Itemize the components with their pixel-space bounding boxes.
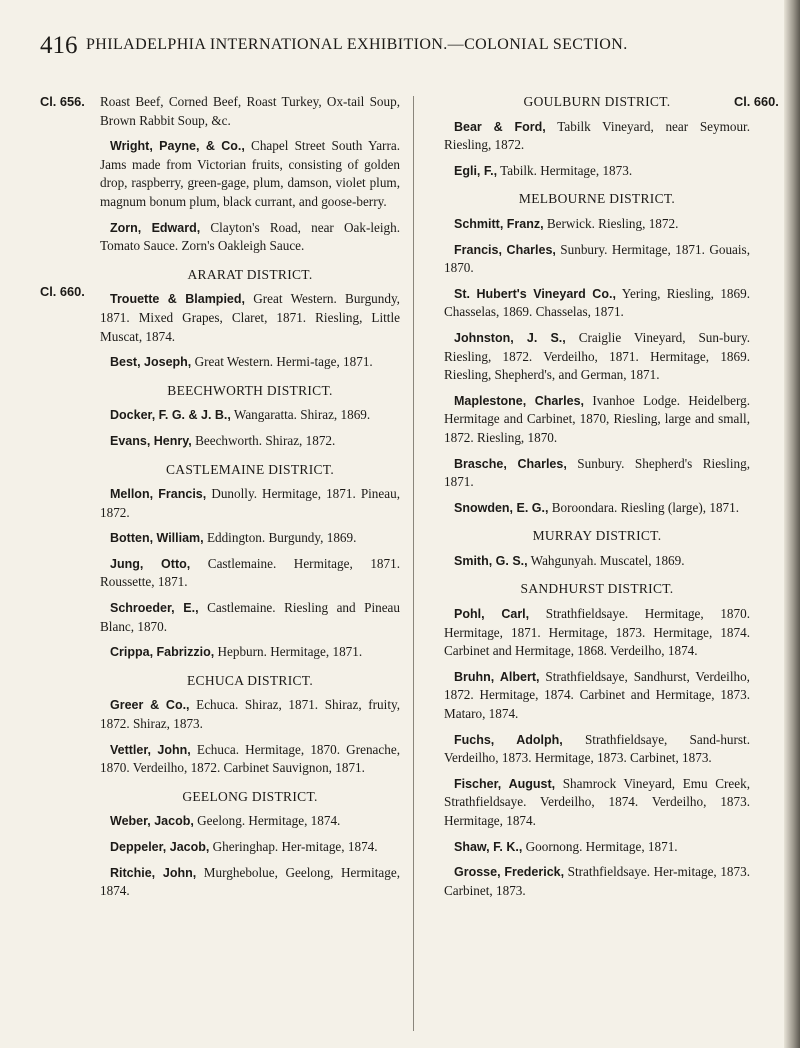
running-head: PHILADELPHIA INTERNATIONAL EXHIBITION.—COLONIAL SECTION. bbox=[86, 36, 628, 53]
exhibitor-details: Beechworth. Shiraz, 1872. bbox=[191, 432, 336, 448]
district-heading: ECHUCA DISTRICT. bbox=[186, 672, 314, 688]
right-districts bbox=[444, 93, 750, 900]
exhibitor-entry bbox=[444, 775, 750, 831]
exhibitor-details: Ivanhoe Lodge. Heidelberg. Hermitage and Carbinet, 1870, Riesling, large and small, 1872. Riesling, 1870. bbox=[444, 392, 750, 445]
exhibitor-entry bbox=[100, 219, 400, 256]
exhibitor-name: Grosse, Frederick, bbox=[454, 865, 565, 880]
exhibitor-name: Schroeder, E., bbox=[110, 601, 199, 616]
exhibitor-name: St. Hubert's Vineyard Co., bbox=[454, 286, 616, 301]
exhibitor-name: Schmitt, Franz, bbox=[454, 216, 544, 231]
exhibitor-details: Craiglie Vineyard, Sun-bury. Riesling, 1872. Verdeilho, 1871. Hermitage, 1869. Riesling, Shepherd's, and German, 1871. bbox=[444, 329, 750, 383]
exhibitor-details: Berwick. Riesling, 1872. bbox=[543, 215, 679, 231]
exhibitor-details: Strathfieldsaye. Hermitage, 1870. Hermitage, 1871. Hermitage, 1873. Hermitage, 1874. Carbinet and Hermitage, 1868. Verdeilho, 1874. bbox=[444, 606, 750, 659]
exhibitor-name: Ritchie, John, bbox=[110, 865, 197, 880]
exhibitor-name: Crippa, Fabrizzio, bbox=[110, 645, 215, 660]
exhibitor-details: Goornong. Hermitage, 1871. bbox=[522, 838, 678, 854]
exhibitor-name: Best, Joseph, bbox=[110, 355, 192, 370]
class-label-660-left: Cl. 660. bbox=[40, 284, 85, 299]
district-heading: SANDHURST DISTRICT. bbox=[520, 581, 674, 597]
exhibitor-details: Echuca. Hermitage, 1870. Grenache, 1870. Verdeilho, 1872. Carbinet Sauvignon, 1871. bbox=[100, 741, 400, 776]
exhibitor-name: Evans, Henry, bbox=[110, 433, 192, 448]
exhibitor-entry bbox=[444, 392, 750, 448]
exhibitor-name: Egli, F., bbox=[454, 163, 498, 178]
page-edge-shadow bbox=[784, 0, 800, 1048]
exhibitor-details: Dunolly. Hermitage, 1871. Pineau, 1872. bbox=[100, 486, 401, 520]
district-heading: CASTLEMAINE DISTRICT. bbox=[165, 461, 335, 477]
exhibitor-name: Bear & Ford, bbox=[454, 119, 546, 134]
exhibitor-entry bbox=[100, 838, 400, 857]
exhibitor-name: Jung, Otto, bbox=[110, 556, 191, 571]
exhibitor-name: Fischer, August, bbox=[454, 776, 556, 791]
exhibitor-entry bbox=[444, 863, 750, 900]
exhibitor-entry bbox=[100, 432, 400, 451]
class-label-660-right: Cl. 660. bbox=[734, 94, 779, 109]
exhibitor-name: Johnston, J. S., bbox=[454, 330, 566, 345]
exhibitor-details: Strathfieldsaye. Her-mitage, 1873. Carbinet, 1873. bbox=[444, 864, 750, 898]
exhibitor-name: Fuchs, Adolph, bbox=[454, 732, 563, 747]
left-districts bbox=[100, 266, 400, 901]
exhibitor-entry bbox=[444, 329, 750, 385]
exhibitor-details: Great Western. Burgundy, 1871. Mixed Grapes, Claret, 1871. Riesling, Little Muscat, 1874. bbox=[100, 291, 400, 344]
district-heading: MURRAY DISTRICT. bbox=[532, 528, 662, 544]
exhibitor-entry bbox=[444, 285, 750, 322]
exhibitor-entry bbox=[100, 485, 400, 522]
exhibitor-name: Wright, Payne, & Co., bbox=[110, 139, 245, 154]
left-column bbox=[100, 93, 400, 908]
exhibitor-entry bbox=[444, 162, 750, 181]
page-number: 416 bbox=[40, 32, 78, 59]
exhibitor-entry bbox=[444, 499, 750, 518]
exhibitor-details: Tabilk Vineyard, near Seymour. Riesling, 1872. bbox=[444, 118, 751, 153]
exhibitor-name: Pohl, Carl, bbox=[454, 607, 530, 622]
exhibitor-entry bbox=[444, 118, 750, 155]
exhibitor-details: Castlemaine. Hermitage, 1871. Roussette, 1871. bbox=[100, 555, 400, 590]
exhibitor-entry bbox=[444, 605, 750, 661]
class-label-656: Cl. 656. bbox=[40, 94, 85, 109]
exhibitor-name: Maplestone, Charles, bbox=[454, 393, 585, 408]
exhibitor-details: Echuca. Shiraz, 1871. Shiraz, fruity, 1872. Shiraz, 1873. bbox=[100, 697, 401, 732]
exhibitor-entry bbox=[100, 529, 400, 548]
right-column bbox=[444, 93, 750, 907]
exhibitor-details: Geelong. Hermitage, 1874. bbox=[193, 813, 341, 829]
exhibitor-name: Smith, G. S., bbox=[454, 553, 528, 568]
exhibitor-name: Mellon, Francis, bbox=[110, 487, 207, 502]
exhibitor-details: Strathfieldsaye, Sandhurst, Verdeilho, 1872. Hermitage, 1874. Carbinet and Hermitage, 1873. Mataro, 1874. bbox=[444, 668, 750, 722]
exhibitor-name: Trouette & Blampied, bbox=[110, 292, 245, 307]
exhibitor-entry bbox=[100, 555, 400, 592]
exhibitor-details: Wahgunyah. Muscatel, 1869. bbox=[527, 552, 685, 568]
exhibitor-entry bbox=[444, 668, 750, 724]
exhibitor-entry bbox=[100, 643, 400, 662]
exhibitor-entry bbox=[444, 455, 750, 492]
column-divider bbox=[413, 96, 414, 1031]
exhibitor-entry bbox=[444, 215, 750, 234]
exhibitor-name: Vettler, John, bbox=[110, 742, 191, 757]
district-heading: ARARAT DISTRICT. bbox=[187, 266, 313, 282]
exhibitor-entry bbox=[100, 137, 400, 211]
exhibitor-entry bbox=[100, 353, 400, 372]
exhibitor-entry bbox=[444, 838, 750, 857]
district-heading: GEELONG DISTRICT. bbox=[182, 788, 318, 804]
exhibitor-details: Wangaratta. Shiraz, 1869. bbox=[230, 407, 371, 423]
exhibitor-entry bbox=[100, 864, 400, 901]
exhibitor-name: Greer & Co., bbox=[110, 698, 190, 713]
exhibitor-details: Sunbury. Shepherd's Riesling, 1871. bbox=[444, 455, 750, 490]
intro-entries bbox=[100, 137, 400, 256]
exhibitor-entry bbox=[444, 241, 750, 278]
intro-text: Roast Beef, Corned Beef, Roast Turkey, Ox-tail Soup, Brown Rabbit Soup, &c. bbox=[100, 94, 400, 128]
exhibitor-details: Clayton's Road, near Oak-leigh. Tomato Sauce. Zorn's Oakleigh Sauce. bbox=[100, 219, 401, 254]
exhibitor-details: Eddington. Burgundy, 1869. bbox=[203, 530, 357, 546]
exhibitor-details: Boroondara. Riesling (large), 1871. bbox=[548, 499, 740, 515]
exhibitor-details: Castlemaine. Riesling and Pineau Blanc, 1870. bbox=[100, 600, 401, 634]
exhibitor-details: Shamrock Vineyard, Emu Creek, Strathfieldsaye. Verdeilho, 1874. Verdeilho, 1873. Hermitage, 1874. bbox=[444, 775, 751, 828]
exhibitor-name: Shaw, F. K., bbox=[454, 839, 523, 854]
exhibitor-details: Strathfieldsaye, Sand-hurst. Verdeilho, 1873. Hermitage, 1873. Carbinet, 1873. bbox=[444, 731, 750, 766]
exhibitor-details: Gheringhap. Her-mitage, 1874. bbox=[209, 839, 378, 854]
exhibitor-details: Tabilk. Hermitage, 1873. bbox=[497, 162, 633, 178]
exhibitor-name: Weber, Jacob, bbox=[110, 814, 194, 829]
exhibitor-entry bbox=[100, 290, 400, 346]
exhibitor-details: Murghebolue, Geelong, Hermitage, 1874. bbox=[100, 864, 400, 899]
exhibitor-entry bbox=[100, 406, 400, 425]
exhibitor-name: Docker, F. G. & J. B., bbox=[110, 408, 231, 423]
exhibitor-entry bbox=[100, 741, 400, 778]
exhibitor-details: Hepburn. Hermitage, 1871. bbox=[214, 644, 363, 660]
exhibitor-name: Deppeler, Jacob, bbox=[110, 840, 210, 854]
exhibitor-details: Yering, Riesling, 1869. Chasselas, 1869. Chasselas, 1871. bbox=[444, 285, 750, 320]
intro-paragraph bbox=[100, 93, 400, 130]
district-heading: BEECHWORTH DISTRICT. bbox=[167, 382, 333, 398]
exhibitor-details: Chapel Street South Yarra. Jams made from Victorian fruits, consisting of golden drop, raspberry, green-gage, plum, damson, violet plum, magnum bonum plum, black currant, and goose-berry. bbox=[100, 138, 400, 209]
exhibitor-entry bbox=[100, 599, 400, 636]
exhibitor-name: Francis, Charles, bbox=[454, 242, 556, 257]
district-heading: GOULBURN DISTRICT. bbox=[523, 94, 671, 109]
exhibitor-entry bbox=[444, 552, 750, 571]
exhibitor-entry bbox=[444, 731, 750, 768]
exhibitor-entry bbox=[100, 696, 400, 733]
exhibitor-details: Sunbury. Hermitage, 1871. Gouais, 1870. bbox=[444, 241, 750, 276]
exhibitor-name: Brasche, Charles, bbox=[454, 456, 567, 471]
exhibitor-name: Botten, William, bbox=[110, 531, 204, 546]
exhibitor-name: Zorn, Edward, bbox=[110, 220, 201, 235]
district-heading: MELBOURNE DISTRICT. bbox=[518, 191, 676, 207]
exhibitor-name: Snowden, E. G., bbox=[454, 500, 549, 515]
exhibitor-details: Great Western. Hermi-tage, 1871. bbox=[191, 354, 373, 370]
exhibitor-entry bbox=[100, 812, 400, 831]
exhibitor-name: Bruhn, Albert, bbox=[454, 669, 540, 684]
